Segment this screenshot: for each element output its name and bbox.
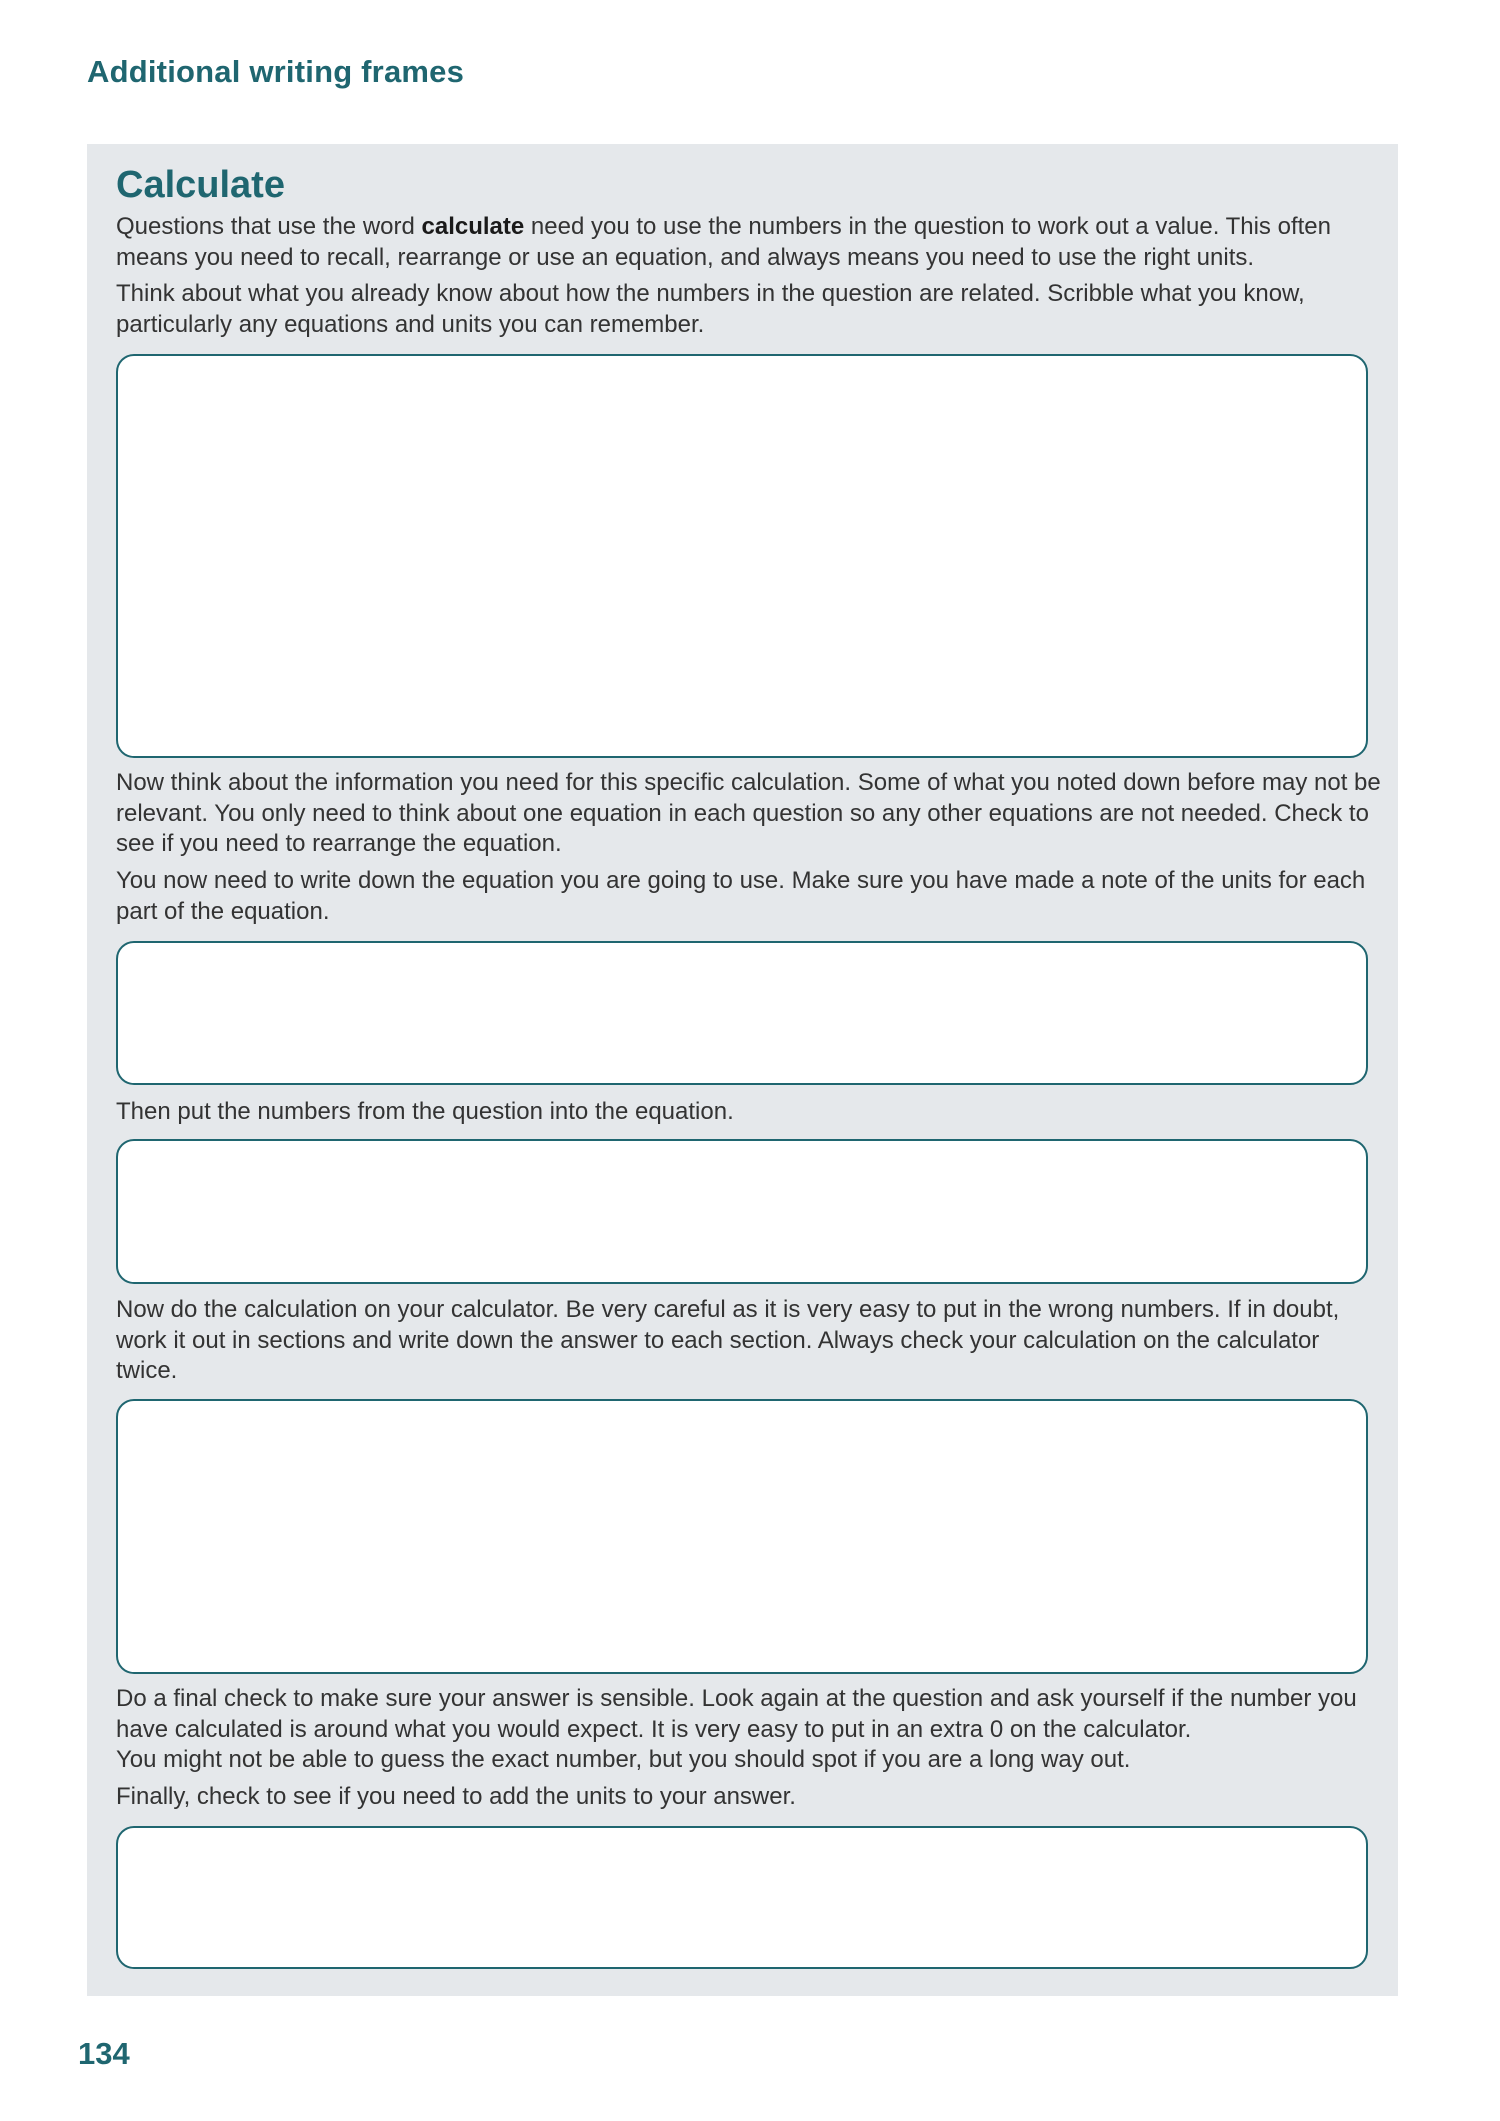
intro-text-before: Questions that use the word [116, 213, 422, 240]
think-known-paragraph: Think about what you already know about how the numbers in the question are related. Scribble what you know, particularly any equations and units you can remember. [116, 280, 1305, 338]
intro-text-after: need you to use the numbers in the question to work out a value. This often means you need to recall, rearrange or use an equation, and always means you need to use the right units. [116, 213, 1331, 271]
final-check-text-1: Do a final check to make sure your answer is sensible. Look again at the question and ask yourself if the number you have calculated is around what you would expect. It is very easy to put in an extra 0 on the calculator. [116, 1685, 1357, 1743]
final-check-text-2: You might not be able to guess the exact number, but you should spot if you are a long way out. [116, 1746, 1131, 1773]
answer-box-substitution[interactable] [116, 1139, 1368, 1284]
intro-paragraph [116, 212, 1381, 273]
calculator-paragraph: Now do the calculation on your calculator. Be very careful as it is very easy to put in the wrong numbers. If in doubt, work it out in sections and write down the answer to each section. Always check your calculation on the calculator twice. [116, 1296, 1340, 1384]
calculate-panel [87, 144, 1398, 1996]
page-header: Additional writing frames [87, 54, 465, 89]
keyword-calculate: calculate [421, 213, 525, 240]
answer-box-final-answer[interactable] [116, 1826, 1368, 1969]
answer-box-calculation[interactable] [116, 1399, 1368, 1674]
answer-box-equation[interactable] [116, 941, 1368, 1085]
substitute-paragraph: Then put the numbers from the question into the equation. [116, 1098, 734, 1125]
answer-box-known-facts[interactable] [116, 354, 1368, 758]
page-number: 134 [78, 2036, 130, 2071]
write-equation-paragraph: You now need to write down the equation you are going to use. Make sure you have made a note of the units for each part of the equation. [116, 867, 1366, 925]
specific-info-paragraph: Now think about the information you need for this specific calculation. Some of what you noted down before may not be relevant. You only need to think about one equation in each question so any other equations are not needed. Check to see if you need to rearrange the equation. [116, 769, 1381, 857]
units-paragraph: Finally, check to see if you need to add the units to your answer. [116, 1783, 796, 1810]
final-check-paragraph [116, 1684, 1381, 1776]
section-title: Calculate [116, 164, 285, 206]
